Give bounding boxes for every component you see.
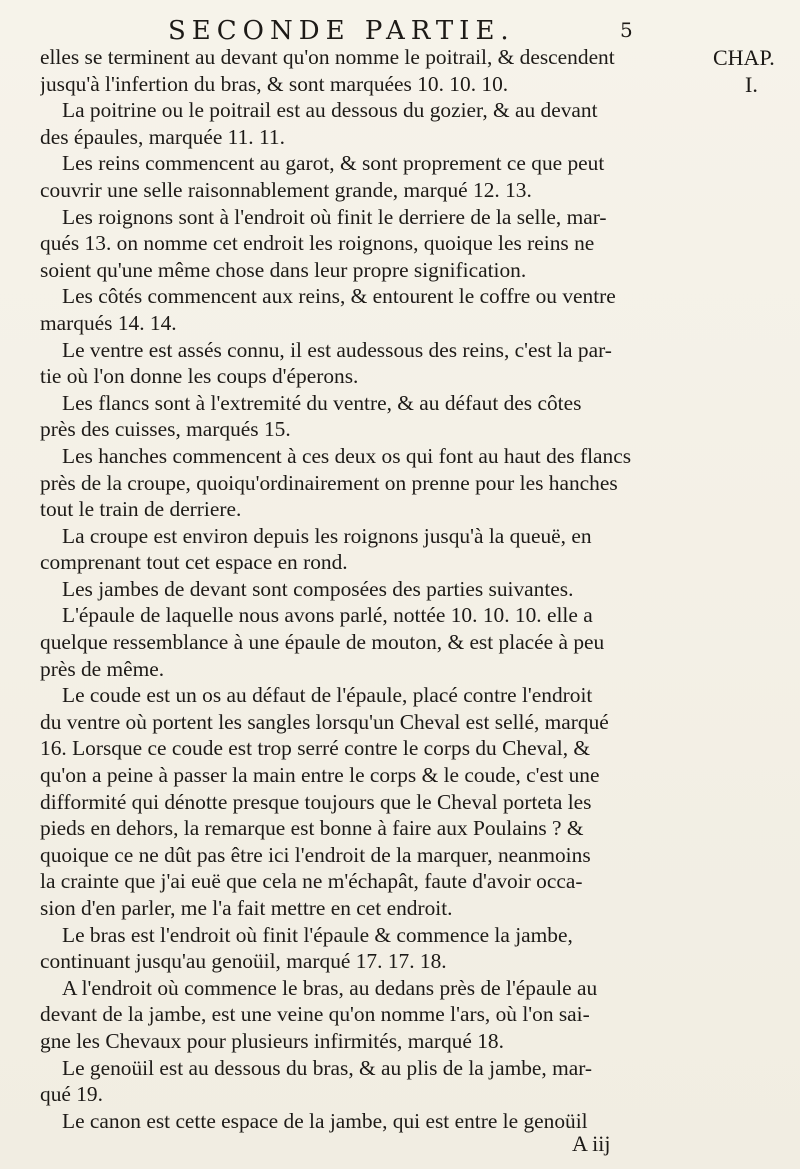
text-line: qu'on a peine à passer la main entre le corps & le coude, c'est une [40, 763, 600, 788]
text-line: La croupe est environ depuis les roignons jusqu'à la queuë, en [62, 523, 592, 548]
text-line: Le canon est cette espace de la jambe, qui est entre le genoüil [62, 1108, 588, 1133]
running-title: SECONDE PARTIE. [168, 16, 515, 46]
text-line: Les roignons sont à l'endroit où finit le derriere de la selle, mar- [62, 204, 607, 229]
text-line: quelque ressemblance à une épaule de mouton, & est placée à peu [40, 630, 605, 655]
page-number: 5 [620, 18, 633, 42]
text-line: devant de la jambe, est une veine qu'on nomme l'ars, où l'on sai- [40, 1002, 590, 1027]
text-line: tie où l'on donne les coups d'éperons. [40, 364, 359, 389]
body-text [40, 44, 720, 1134]
text-line: Le ventre est assés connu, il est audessous des reins, c'est la par- [62, 337, 612, 362]
text-line: couvrir une selle raisonnablement grande, marqué 12. 13. [40, 177, 532, 202]
text-line: gne les Chevaux pour plusieurs infirmités, marqué 18. [40, 1028, 504, 1053]
text-line: Le bras est l'endroit où finit l'épaule & commence la jambe, [62, 922, 573, 947]
text-line: qué 19. [40, 1082, 103, 1107]
text-line: qués 13. on nomme cet endroit les roignons, quoique les reins ne [40, 231, 595, 256]
text-line: Le genoüil est au dessous du bras, & au plis de la jambe, mar- [62, 1055, 593, 1080]
text-line: sion d'en parler, me l'a fait mettre en cet endroit. [40, 896, 453, 920]
text-line: près de même. [40, 656, 165, 681]
text-line: A l'endroit où commence le bras, au dedans près de l'épaule au [62, 975, 598, 1000]
margin-note-number: I. [745, 72, 758, 97]
text-line: soient qu'une même chose dans leur propre signification. [40, 257, 527, 282]
text-line: La poitrine ou le poitrail est au dessous du gozier, & au devant [62, 98, 598, 123]
text-line: continuant jusqu'au genoüil, marqué 17. 17. 18. [40, 949, 447, 974]
text-line: elles se terminent au devant qu'on nomme le poitrail, & descendent [40, 45, 615, 69]
text-line: quoique ce ne dût pas être ici l'endroit de la marquer, neanmoins [40, 842, 591, 867]
text-line: Les hanches commencent à ces deux os qui font au haut des flancs [62, 443, 632, 468]
text-line: jusqu'à l'infertion du bras, & sont marquées 10. 10. 10. [40, 71, 509, 96]
text-line: difformité qui dénotte presque toujours que le Cheval porteta les [40, 789, 592, 814]
text-line: marqués 14. 14. [40, 310, 177, 335]
text-line: Le coude est un os au défaut de l'épaule, placé contre l'endroit [62, 683, 593, 708]
text-line: 16. Lorsque ce coude est trop serré contre le corps du Cheval, & [40, 736, 591, 761]
text-line: Les flancs sont à l'extremité du ventre, & au défaut des côtes [62, 390, 582, 415]
text-line: du ventre où portent les sangles lorsqu'un Cheval est sellé, marqué [40, 709, 609, 734]
text-line: tout le train de derriere. [40, 497, 242, 522]
text-line: la crainte que j'ai euë que cela ne m'échapât, faute d'avoir occa- [40, 869, 583, 894]
signature-mark: A iij [572, 1131, 611, 1156]
text-line: Les jambes de devant sont composées des parties suivantes. [62, 576, 574, 601]
margin-note-chap: CHAP. [713, 45, 775, 70]
text-line: près des cuisses, marqués 15. [40, 417, 291, 442]
text-line: comprenant tout cet espace en rond. [40, 550, 348, 575]
text-line: pieds en dehors, la remarque est bonne à faire aux Poulains ? & [40, 816, 584, 841]
text-line: Les côtés commencent aux reins, & entourent le coffre ou ventre [62, 284, 616, 309]
text-line: des épaules, marquée 11. 11. [40, 124, 285, 149]
margin-note-chapter [713, 44, 793, 98]
text-line: Les reins commencent au garot, & sont proprement ce que peut [62, 151, 605, 176]
text-line: L'épaule de laquelle nous avons parlé, nottée 10. 10. 10. elle a [62, 603, 593, 628]
text-line: près de la croupe, quoiqu'ordinairement on prenne pour les hanches [40, 470, 618, 495]
